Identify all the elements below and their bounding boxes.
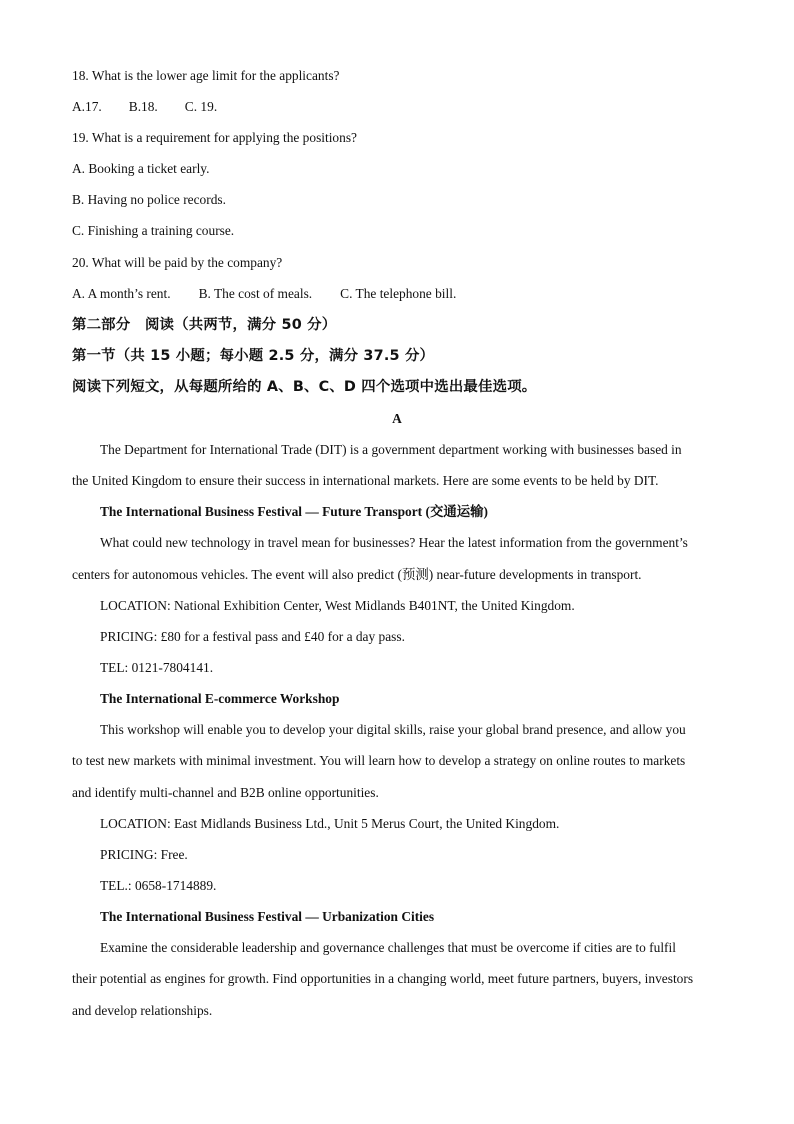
event3-desc-line: and develop relationships. [72,1003,213,1018]
q19-option-b: B. Having no police records. [72,192,226,207]
intro-line: the United Kingdom to ensure their success in international markets. Here are some events to be held by DIT. [72,473,659,488]
event3-desc-line: their potential as engines for growth. Find opportunities in a changing world, meet future partners, buyers, investors [72,971,694,986]
event2-location: LOCATION: East Midlands Business Ltd., Unit 5 Merus Court, the United Kingdom. [100,816,560,831]
event1-tel: TEL: 0121-7804141. [100,660,214,675]
section1-heading: 第一节（共 15 小题；每小题 2.5 分，满分 37.5 分） [72,348,435,364]
q18-option-b: B.18. [128,99,158,114]
event1-pricing: PRICING: £80 for a festival pass and £40 for a day pass. [100,629,405,644]
q18-option-a: A.17. [72,99,102,114]
reading-instruction: 阅读下列短文，从每题所给的 A、B、C、D 四个选项中选出最佳选项。 [72,379,537,395]
event2-tel: TEL.: 0658-1714889. [100,878,217,893]
q19-option-a: A. Booking a ticket early. [72,161,210,176]
q20-option-a: A. A month’s rent. [72,286,171,301]
event2-desc-line: This workshop will enable you to develop your digital skills, raise your global brand presence, and allow you [100,722,686,737]
passage-label: A [392,411,402,426]
question-18-options [72,98,217,116]
event2-desc-line: to test new markets with minimal investment. You will learn how to develop a strategy on online routes to markets [72,753,686,768]
q20-option-b: B. The cost of meals. [198,286,313,301]
question-19-stem: 19. What is a requirement for applying the positions? [72,130,357,145]
event2-pricing: PRICING: Free. [100,847,188,862]
event3-desc-line: Examine the considerable leadership and governance challenges that must be overcome if cities are to fulfil [100,940,676,955]
event1-title: The International Business Festival — Future Transport (交通运输) [100,504,488,519]
question-20-stem: 20. What will be paid by the company? [72,255,283,270]
question-18-stem: 18. What is the lower age limit for the applicants? [72,68,340,83]
part2-heading: 第二部分 阅读（共两节，满分 50 分） [72,317,337,333]
event2-desc-line: and identify multi-channel and B2B online opportunities. [72,785,379,800]
event1-location: LOCATION: National Exhibition Center, West Midlands B401NT, the United Kingdom. [100,598,575,613]
event2-title: The International E-commerce Workshop [100,691,340,706]
event1-desc-line: What could new technology in travel mean for businesses? Hear the latest information from the government’s [100,535,688,550]
q20-option-c: C. The telephone bill. [340,286,457,301]
q19-option-c: C. Finishing a training course. [72,223,235,238]
event3-title: The International Business Festival — Urbanization Cities [100,909,435,924]
intro-line: The Department for International Trade (DIT) is a government department working with businesses based in [100,442,682,457]
question-20-options [72,285,456,303]
q18-option-c: C. 19. [184,99,218,114]
event1-desc-line: centers for autonomous vehicles. The event will also predict (预测) near-future developments in transport. [72,567,642,582]
